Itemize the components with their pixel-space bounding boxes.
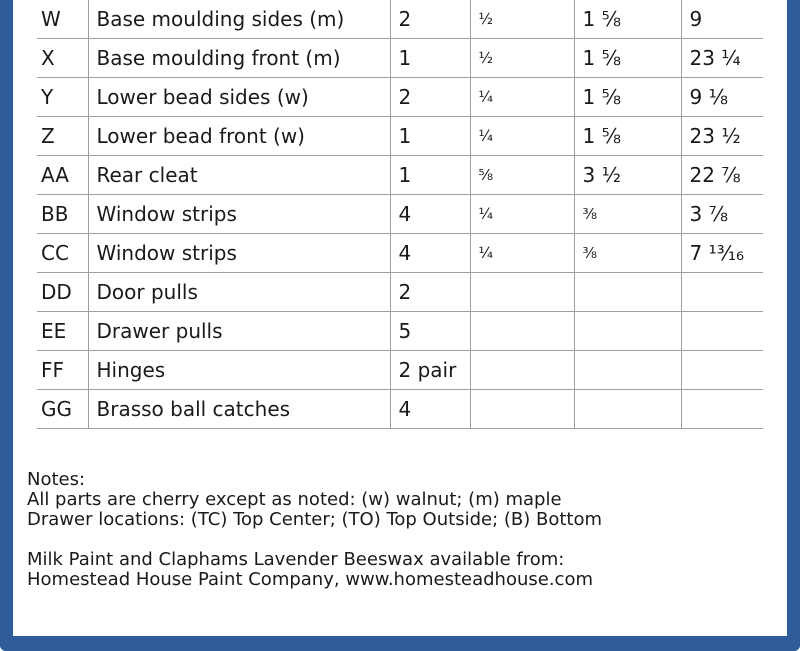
width-cell: 3 ½ <box>574 156 681 195</box>
width-cell <box>574 312 681 351</box>
width-cell: 1 ⅝ <box>574 39 681 78</box>
thickness-cell <box>470 312 574 351</box>
width-cell: 1 ⅝ <box>574 117 681 156</box>
table-row <box>37 0 763 39</box>
notes-line: Homestead House Paint Company, www.homesteadhouse.com <box>27 569 593 590</box>
notes-line: Drawer locations: (TC) Top Center; (TO) Top Outside; (B) Bottom <box>27 509 602 530</box>
part-name-cell: Door pulls <box>88 273 390 312</box>
part-name-cell: Lower bead sides (w) <box>88 78 390 117</box>
width-cell: 1 ⅝ <box>574 78 681 117</box>
part-cell: FF <box>37 351 88 390</box>
table-row <box>37 39 763 78</box>
quantity-cell: 2 <box>390 78 470 117</box>
thickness-cell <box>470 351 574 390</box>
part-cell: X <box>37 39 88 78</box>
thickness-cell <box>470 390 574 429</box>
table-row <box>37 234 763 273</box>
cut-list-body <box>37 0 763 429</box>
quantity-cell: 1 <box>390 39 470 78</box>
width-cell <box>574 273 681 312</box>
length-cell: 22 ⅞ <box>681 156 763 195</box>
table-row <box>37 273 763 312</box>
table-row <box>37 117 763 156</box>
notes-line: All parts are cherry except as noted: (w) walnut; (m) maple <box>27 489 562 510</box>
thickness-cell: ½ <box>470 0 574 39</box>
table-row <box>37 195 763 234</box>
notes-heading: Notes: <box>27 469 86 490</box>
part-cell: Y <box>37 78 88 117</box>
quantity-cell: 2 pair <box>390 351 470 390</box>
thickness-cell: ⅝ <box>470 156 574 195</box>
quantity-cell: 2 <box>390 0 470 39</box>
part-cell: AA <box>37 156 88 195</box>
length-cell: 3 ⅞ <box>681 195 763 234</box>
part-name-cell: Window strips <box>88 195 390 234</box>
width-cell <box>574 351 681 390</box>
thickness-cell: ¼ <box>470 234 574 273</box>
length-cell <box>681 390 763 429</box>
quantity-cell: 4 <box>390 195 470 234</box>
part-cell: W <box>37 0 88 39</box>
table-row <box>37 390 763 429</box>
quantity-cell: 5 <box>390 312 470 351</box>
quantity-cell: 1 <box>390 117 470 156</box>
quantity-cell: 4 <box>390 390 470 429</box>
part-name-cell: Rear cleat <box>88 156 390 195</box>
length-cell: 9 ⅛ <box>681 78 763 117</box>
thickness-cell: ¼ <box>470 195 574 234</box>
part-name-cell: Base moulding sides (m) <box>88 0 390 39</box>
width-cell: ⅜ <box>574 234 681 273</box>
thickness-cell: ½ <box>470 39 574 78</box>
quantity-cell: 2 <box>390 273 470 312</box>
quantity-cell: 4 <box>390 234 470 273</box>
width-cell <box>574 390 681 429</box>
table-row <box>37 312 763 351</box>
length-cell: 7 ¹³⁄₁₆ <box>681 234 763 273</box>
notes-section <box>27 470 767 590</box>
part-cell: CC <box>37 234 88 273</box>
thickness-cell: ¼ <box>470 117 574 156</box>
part-name-cell: Hinges <box>88 351 390 390</box>
table-row <box>37 351 763 390</box>
table-row <box>37 156 763 195</box>
length-cell <box>681 312 763 351</box>
notes-line: Milk Paint and Claphams Lavender Beeswax available from: <box>27 549 565 570</box>
part-cell: Z <box>37 117 88 156</box>
part-name-cell: Window strips <box>88 234 390 273</box>
thickness-cell <box>470 273 574 312</box>
part-name-cell: Brasso ball catches <box>88 390 390 429</box>
length-cell <box>681 273 763 312</box>
part-cell: GG <box>37 390 88 429</box>
part-name-cell: Drawer pulls <box>88 312 390 351</box>
part-cell: BB <box>37 195 88 234</box>
quantity-cell: 1 <box>390 156 470 195</box>
width-cell: 1 ⅝ <box>574 0 681 39</box>
part-name-cell: Base moulding front (m) <box>88 39 390 78</box>
width-cell: ⅜ <box>574 195 681 234</box>
part-name-cell: Lower bead front (w) <box>88 117 390 156</box>
length-cell <box>681 351 763 390</box>
cut-list-table <box>37 0 763 429</box>
part-cell: DD <box>37 273 88 312</box>
length-cell: 23 ¼ <box>681 39 763 78</box>
part-cell: EE <box>37 312 88 351</box>
table-row <box>37 78 763 117</box>
thickness-cell: ¼ <box>470 78 574 117</box>
length-cell: 23 ½ <box>681 117 763 156</box>
length-cell: 9 <box>681 0 763 39</box>
